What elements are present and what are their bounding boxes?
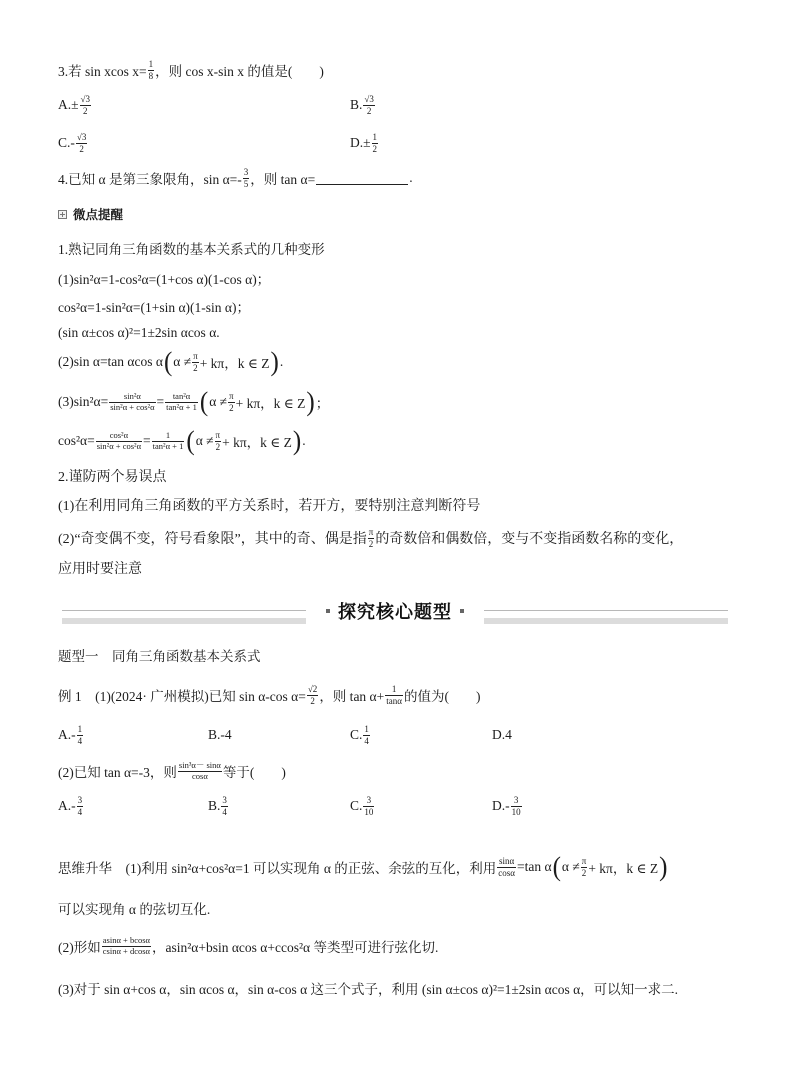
banner-title-wrap <box>306 597 484 625</box>
denominator: 2 <box>310 695 315 706</box>
q3-option-a <box>58 90 92 120</box>
fraction <box>165 392 198 413</box>
numerator: 1 <box>364 724 369 735</box>
denominator: 2 <box>193 362 198 373</box>
denominator: 5 <box>243 178 249 189</box>
denominator: tanα <box>386 695 402 706</box>
condition <box>199 387 316 417</box>
stem-pre: 例 1 (1)(2024· 广州模拟)已知 sin α-cos α= <box>58 689 306 704</box>
fraction <box>215 430 222 452</box>
summary-text: (1)利用 sin²α+cos²α=1 可以实现角 α 的正弦、余弦的互化，利用 <box>112 861 497 876</box>
tips-heading <box>58 199 123 229</box>
fraction <box>102 936 151 957</box>
denominator: tan²α + 1 <box>152 440 184 451</box>
fraction <box>511 795 522 817</box>
paren-open: ( <box>199 387 209 417</box>
answer-blank <box>316 171 408 185</box>
question-type-title: 题型一 同角三角函数基本关系式 <box>58 649 261 664</box>
formula-end: . <box>279 354 284 369</box>
fraction <box>497 856 516 878</box>
numerator: 1 <box>372 132 378 143</box>
condition <box>552 852 669 882</box>
denominator: cosα <box>191 770 208 781</box>
denominator: 2 <box>79 143 84 154</box>
fraction <box>77 795 84 817</box>
paren-close: ) <box>292 426 302 456</box>
numerator: 3 <box>77 795 83 806</box>
numerator: π <box>215 430 221 441</box>
numerator: cos²α <box>96 431 142 442</box>
fraction <box>148 59 155 81</box>
note-icon <box>58 210 67 219</box>
stem-mid: ，则 tan α+ <box>319 689 385 704</box>
numerator: 3 <box>363 795 374 806</box>
condition-post: + kπ，k ∈ Z <box>588 861 659 876</box>
q3-option-d <box>350 128 379 158</box>
tip1-line1: (1)sin²α=1-cos²α=(1+cos α)(1-cos α)； <box>58 272 271 287</box>
bullet-icon <box>460 609 464 613</box>
numerator: 1 <box>385 684 403 695</box>
ex1-p2-option-b <box>208 791 229 821</box>
tip2-title: 2.谨防两个易误点 <box>58 470 167 485</box>
numerator: sin³α－ sinα <box>178 759 221 770</box>
tip2-line1: (1)在利用同角三角函数的平方关系时，若开方，要特别注意判断符号 <box>58 499 481 514</box>
numerator: 1 <box>152 431 185 442</box>
summary-label: 思维升华 <box>58 861 112 876</box>
denominator: 4 <box>364 735 369 746</box>
numerator: √3 <box>80 94 90 105</box>
numerator: π <box>193 351 198 362</box>
denominator: 2 <box>368 538 374 549</box>
denominator: 2 <box>366 105 372 116</box>
q4-stem-post: . <box>409 170 413 185</box>
fraction <box>228 391 235 413</box>
tip1-line3: (sin α±cos α)²=1±2sin αcos α. <box>58 325 220 340</box>
formula-text: cos²α= <box>58 433 95 448</box>
option-label: A.- <box>58 798 76 813</box>
fraction <box>109 392 155 413</box>
tip2-line3: 应用时要注意 <box>58 562 142 577</box>
ex1-p1-option-d <box>492 720 512 750</box>
q3-option-c <box>58 128 88 158</box>
question-3-stem <box>58 55 324 85</box>
denominator: 10 <box>364 806 374 817</box>
formula-end: . <box>302 433 306 448</box>
example1-part2-stem <box>58 756 286 786</box>
option-label: B.-4 <box>208 727 232 742</box>
summary-text: (2)形如 <box>58 940 101 955</box>
condition-post: + kπ，k ∈ Z <box>199 356 270 371</box>
paren-close: ) <box>659 852 668 882</box>
option-label: C.- <box>58 135 75 150</box>
condition-pre: α ≠ <box>209 394 228 409</box>
tip2-line2-pre: (2)“奇变偶不变，符号看象限”，其中的奇、偶是指 <box>58 532 367 547</box>
denominator: 4 <box>77 806 83 817</box>
numerator: sin²α <box>109 392 155 403</box>
tip1-title: 1.熟记同角三角函数的基本关系式的几种变形 <box>58 242 325 257</box>
numerator: 1 <box>148 59 154 70</box>
paren-open: ( <box>163 347 173 377</box>
summary-line4: (3)对于 sin α+cos α，sin αcos α，sin α-cos α 这三个式子，利用 (sin α±cos α)²=1±2sin αcos α，可以知一求二. <box>58 982 679 997</box>
fraction <box>385 684 403 706</box>
ex1-p2-option-d <box>492 791 523 821</box>
question-4-stem <box>58 163 413 193</box>
formula-text: (3)sin²α= <box>58 394 109 409</box>
summary-text: =tan α <box>517 859 552 874</box>
formula-end: ； <box>315 396 330 411</box>
q4-stem-pre: 4.已知 α 是第三象限角，sin α=- <box>58 172 242 187</box>
numerator: √3 <box>76 132 87 143</box>
option-label: A.- <box>58 727 76 742</box>
section-title: 探究核心题型 <box>338 602 452 622</box>
paren-open: ( <box>186 426 195 456</box>
summary-line3 <box>58 931 438 961</box>
fraction <box>76 132 87 154</box>
denominator: 4 <box>77 735 83 746</box>
fraction <box>368 527 375 549</box>
summary-text: ，asin²α+bsin αcos α+ccos²α 等类型可进行弦化切. <box>151 940 439 955</box>
option-label: D.- <box>492 798 510 813</box>
denominator: cosα <box>498 867 516 878</box>
option-label: D.4 <box>492 727 512 742</box>
ex1-p1-option-a <box>58 720 84 750</box>
q3-stem-pre: 3.若 sin xcos x= <box>58 64 147 79</box>
tip2-line2-post: 的奇数倍和偶数倍，变与不变指函数名称的变化， <box>375 532 684 547</box>
bullet-icon <box>326 609 330 613</box>
numerator: √2 <box>307 684 318 695</box>
condition-post: + kπ，k ∈ Z <box>235 396 306 411</box>
stem-pre: (2)已知 tan α=-3，则 <box>58 765 177 780</box>
fraction <box>363 795 374 817</box>
fraction <box>152 431 185 452</box>
fraction <box>192 351 199 373</box>
denominator: 10 <box>511 806 521 817</box>
paren-open: ( <box>552 852 561 882</box>
fraction <box>243 167 250 189</box>
fraction <box>372 132 379 154</box>
denominator: 8 <box>148 70 154 81</box>
numerator: √3 <box>364 94 374 105</box>
condition <box>185 426 302 456</box>
paren-close: ) <box>306 387 315 417</box>
denominator: sin²α + cos²α <box>96 440 142 451</box>
option-label: B. <box>208 798 221 813</box>
paren-close: ) <box>270 347 279 377</box>
denominator: 4 <box>222 806 227 817</box>
q3-stem-post: ，则 cos x-sin x 的值是( ) <box>155 64 324 79</box>
summary-line2: 可以实现角 α 的弦切互化. <box>58 902 211 917</box>
denominator: 2 <box>229 402 234 413</box>
option-label: A.± <box>58 97 79 112</box>
numerator: π <box>229 391 234 402</box>
fraction <box>96 431 142 452</box>
tips-heading-text: 微点提醒 <box>73 208 124 222</box>
numerator: π <box>368 527 374 538</box>
denominator: 2 <box>581 867 587 878</box>
equals: = <box>143 433 151 448</box>
option-label: C. <box>350 727 363 742</box>
stem-post: 等于( ) <box>222 765 286 780</box>
condition <box>163 347 280 377</box>
fraction <box>581 856 588 878</box>
fraction <box>221 795 228 817</box>
numerator: tan²α <box>165 392 198 403</box>
equals: = <box>156 394 165 409</box>
numerator: 3 <box>243 167 249 178</box>
tip2-line2 <box>58 523 683 553</box>
ex1-p1-option-b <box>208 720 232 750</box>
condition-pre: α ≠ <box>173 354 192 369</box>
ex1-p2-option-a <box>58 791 84 821</box>
q4-stem-mid: ，则 tan α= <box>250 172 316 187</box>
option-label: B. <box>350 97 363 112</box>
numerator: sinα <box>499 856 515 867</box>
option-label: D.± <box>350 135 371 150</box>
denominator: tan²α + 1 <box>166 401 197 412</box>
stem-post: 的值为( ) <box>403 689 481 704</box>
denominator: sin²α + cos²α <box>110 401 155 412</box>
formula-text: (2)sin α=tan αcos α <box>58 354 163 369</box>
example1-part1-stem <box>58 680 480 710</box>
numerator: 1 <box>77 724 83 735</box>
tip1-line4 <box>58 347 283 377</box>
tip1-line6 <box>58 426 306 456</box>
numerator: 3 <box>222 795 227 806</box>
q3-option-b <box>350 90 376 120</box>
numerator: 3 <box>511 795 522 806</box>
ex1-p1-option-c <box>350 720 371 750</box>
fraction <box>363 724 370 746</box>
fraction <box>77 724 84 746</box>
fraction <box>80 94 91 116</box>
denominator: csinα + dcosα <box>102 945 150 956</box>
numerator: π <box>581 856 587 867</box>
tip1-line5 <box>58 387 329 417</box>
ex1-p2-option-c <box>350 791 375 821</box>
denominator: 2 <box>83 105 88 116</box>
denominator: 2 <box>215 441 221 452</box>
condition-post: + kπ，k ∈ Z <box>222 435 292 450</box>
condition-pre: α ≠ <box>195 433 214 448</box>
fraction <box>363 94 374 116</box>
option-label: C. <box>350 798 363 813</box>
condition-pre: α ≠ <box>561 859 580 874</box>
section-banner <box>62 597 728 629</box>
fraction <box>307 684 318 706</box>
denominator: 2 <box>372 143 378 154</box>
numerator: asinα + bcosα <box>102 934 150 945</box>
tip1-line2: cos²α=1-sin²α=(1+sin α)(1-sin α)； <box>58 300 250 315</box>
fraction <box>178 761 222 782</box>
summary-line1 <box>58 852 668 882</box>
